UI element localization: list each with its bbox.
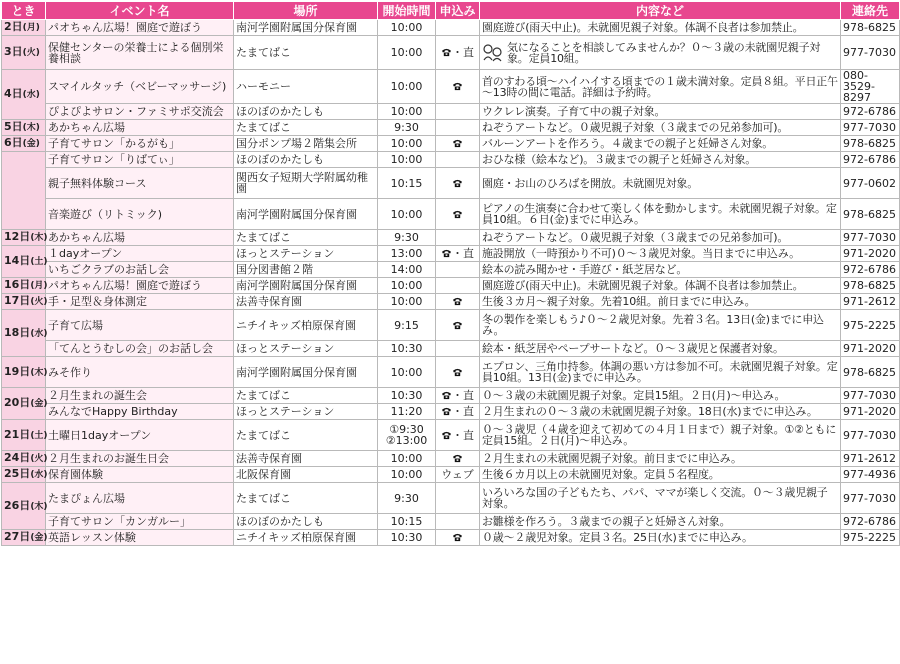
col-header-place: 場所	[234, 2, 378, 20]
phone-icon	[452, 533, 463, 542]
event-detail	[480, 451, 841, 467]
apply-method	[436, 357, 480, 388]
table-row	[2, 152, 900, 168]
contact-phone: 977-7030	[841, 36, 900, 70]
contact-phone: 977-7030	[841, 230, 900, 246]
event-detail	[480, 168, 841, 199]
event-name: 保健センターの栄養士による個別栄養相談	[46, 36, 234, 70]
date-cell	[2, 310, 46, 357]
detail-text: 絵本の読み聞かせ・手遊び・紙芝居など。	[482, 263, 688, 276]
event-schedule-table	[1, 1, 900, 546]
event-name: 「てんとうむしの会」のお話し会	[46, 341, 234, 357]
event-place: ほのぼのかたしも	[234, 514, 378, 530]
event-name: パオちゃん広場！園庭で遊ぼう	[46, 278, 234, 294]
apply-method	[436, 230, 480, 246]
contact-phone: 977-4936	[841, 467, 900, 483]
apply-method	[436, 120, 480, 136]
event-place: たまてばこ	[234, 388, 378, 404]
detail-text: ピアノの生演奏に合わせて楽しく体を動かします。未就園児親子対象。定員10組。６日(金)までに申込み。	[482, 202, 837, 226]
contact-phone: 971-2020	[841, 341, 900, 357]
table-row	[2, 294, 900, 310]
date-cell	[2, 230, 46, 246]
event-time: 11:20	[378, 404, 436, 420]
table-row	[2, 70, 900, 104]
contact-phone: 975-2225	[841, 310, 900, 341]
table-row	[2, 20, 900, 36]
phone-icon	[452, 321, 463, 330]
table-row	[2, 388, 900, 404]
event-time: 13:00	[378, 246, 436, 262]
contact-phone: 978-6825	[841, 136, 900, 152]
date-cell	[2, 294, 46, 310]
detail-text: ウクレレ演奏。子育て中の親子対象。	[482, 105, 666, 118]
phone-icon	[452, 297, 463, 306]
date-day: 16日	[4, 278, 31, 291]
event-time: 10:00	[378, 199, 436, 230]
detail-text: ０～３歳の未就園児親子対象。定員15組。２日(月)～申込み。	[482, 389, 786, 402]
apply-label: ・直	[452, 247, 474, 260]
date-day: 27日	[4, 530, 31, 543]
table-row	[2, 514, 900, 530]
date-weekday: (土)	[30, 430, 48, 441]
event-time: 10:00	[378, 294, 436, 310]
detail-text: ０歳～２歳児対象。定員３名。25日(水)までに申込み。	[482, 531, 753, 544]
contact-phone: 972-6786	[841, 514, 900, 530]
phone-icon	[441, 431, 452, 440]
date-day: 12日	[4, 230, 31, 243]
date-cell	[2, 530, 46, 546]
col-header-contact: 連絡先	[841, 2, 900, 20]
event-detail	[480, 404, 841, 420]
table-row	[2, 451, 900, 467]
event-name: みんなでHappy Birthday	[46, 404, 234, 420]
apply-method	[436, 514, 480, 530]
date-cell	[2, 120, 46, 136]
date-cell	[2, 278, 46, 294]
table-row	[2, 483, 900, 514]
date-day: 4日	[4, 87, 23, 100]
contact-phone: 978-6825	[841, 20, 900, 36]
event-detail	[480, 246, 841, 262]
event-detail	[480, 357, 841, 388]
contact-phone: 971-2612	[841, 294, 900, 310]
date-day: 24日	[4, 451, 31, 464]
event-name: 子育てサロン「かるがも」	[46, 136, 234, 152]
detail-text: おひな様（絵本など)。３歳までの親子と妊婦さん対象。	[482, 153, 757, 166]
apply-method	[436, 388, 480, 404]
contact-phone: 971-2020	[841, 246, 900, 262]
phone-icon	[441, 391, 452, 400]
contact-phone: 972-6786	[841, 104, 900, 120]
event-place: たまてばこ	[234, 120, 378, 136]
event-time: 10:30	[378, 341, 436, 357]
col-header-event: イベント名	[46, 2, 234, 20]
event-detail	[480, 278, 841, 294]
event-detail	[480, 104, 841, 120]
table-row	[2, 120, 900, 136]
event-place: たまてばこ	[234, 483, 378, 514]
col-header-apply: 申込み	[436, 2, 480, 20]
table-row	[2, 36, 900, 70]
date-weekday: (金)	[22, 139, 40, 149]
apply-label: ・直	[452, 405, 474, 418]
event-place: ほっとステーション	[234, 404, 378, 420]
contact-phone: 978-6825	[841, 278, 900, 294]
event-time: 10:30	[378, 530, 436, 546]
detail-text: ２月生まれの０～３歳の未就園児親子対象。18日(水)までに申込み。	[482, 405, 818, 418]
apply-label: ・直	[452, 46, 474, 59]
event-place: 法善寺保育園	[234, 451, 378, 467]
apply-method	[436, 467, 480, 483]
contact-phone: 977-7030	[841, 420, 900, 451]
apply-method	[436, 262, 480, 278]
apply-method	[436, 451, 480, 467]
apply-label: ウェブ	[441, 468, 474, 481]
date-weekday: (月)	[30, 281, 48, 291]
apply-method	[436, 20, 480, 36]
event-name: 手・足型＆身体測定	[46, 294, 234, 310]
date-cell	[2, 451, 46, 467]
date-day: 14日	[4, 254, 31, 267]
event-place: 法善寺保育園	[234, 294, 378, 310]
apply-method	[436, 104, 480, 120]
date-cell	[2, 36, 46, 70]
event-time: ①9:30 ②13:00	[378, 420, 436, 451]
consultation-illustration-icon	[482, 42, 504, 62]
event-time: 9:30	[378, 483, 436, 514]
event-name: 子育てサロン「カンガルー」	[46, 514, 234, 530]
event-name: 親子無料体験コース	[46, 168, 234, 199]
table-row	[2, 341, 900, 357]
phone-icon	[452, 368, 463, 377]
event-time: 10:00	[378, 70, 436, 104]
date-cell	[2, 152, 46, 230]
apply-method	[436, 136, 480, 152]
event-detail	[480, 20, 841, 36]
detail-text: ねぞうアートなど。０歳児親子対象（３歳までの兄弟参加可)。	[482, 121, 789, 134]
col-header-detail: 内容など	[480, 2, 841, 20]
table-row	[2, 530, 900, 546]
phone-icon	[452, 210, 463, 219]
table-row	[2, 246, 900, 262]
detail-text: ０～３歳児（４歳を迎えて初めての４月１日まで）親子対象。①②ともに定員15組。２日(月)～申込み。	[482, 423, 837, 447]
date-weekday: (火)	[30, 454, 48, 464]
table-row	[2, 230, 900, 246]
date-weekday: (水)	[30, 470, 48, 480]
event-detail	[480, 262, 841, 278]
event-place: 国分図書館２階	[234, 262, 378, 278]
event-time: 9:30	[378, 230, 436, 246]
event-detail	[480, 152, 841, 168]
event-place: ほっとステーション	[234, 341, 378, 357]
event-name: あかちゃん広場	[46, 120, 234, 136]
phone-icon	[441, 48, 452, 57]
table-row	[2, 404, 900, 420]
event-place: たまてばこ	[234, 420, 378, 451]
date-cell	[2, 70, 46, 120]
detail-text: バルーンアートを作ろう。４歳までの親子と妊婦さん対象。	[482, 137, 774, 150]
event-detail	[480, 483, 841, 514]
event-place: たまてばこ	[234, 230, 378, 246]
event-detail	[480, 120, 841, 136]
date-weekday: (金)	[30, 533, 48, 543]
apply-method	[436, 404, 480, 420]
event-time: 9:15	[378, 310, 436, 341]
event-name: ぴよぴよサロン・ファミサポ交流会	[46, 104, 234, 120]
event-name: 保育園体験	[46, 467, 234, 483]
event-place: 南河学園附属国分保育園	[234, 199, 378, 230]
date-weekday: (火)	[30, 297, 48, 307]
date-day: 20日	[4, 396, 31, 409]
date-day: 2日	[4, 20, 23, 33]
phone-icon	[441, 407, 452, 416]
detail-text: 生後６カ月以上の未就園児対象。定員５名程度。	[482, 468, 720, 481]
date-cell	[2, 483, 46, 530]
event-place: 南河学園附属国分保育園	[234, 20, 378, 36]
contact-phone: 977-7030	[841, 483, 900, 514]
event-place: 北阪保育園	[234, 467, 378, 483]
date-weekday: (金)	[30, 399, 48, 409]
event-place: ほっとステーション	[234, 246, 378, 262]
date-day: 6日	[4, 136, 23, 149]
phone-icon	[452, 139, 463, 148]
event-place: ほのぼのかたしも	[234, 152, 378, 168]
event-time: 10:15	[378, 514, 436, 530]
contact-phone: 972-6786	[841, 152, 900, 168]
event-place: 関西女子短期大学附属幼稚園	[234, 168, 378, 199]
event-name: たまぴょん広場	[46, 483, 234, 514]
event-place: 南河学園附属国分保育園	[234, 357, 378, 388]
detail-text: 施設開放（一時預かり不可)０～３歳児対象。当日までに申込み。	[482, 247, 800, 260]
detail-text: 気になることを相談してみませんか？０～３歳の未就園児親子対象。定員10組。	[507, 40, 821, 65]
detail-text: 園庭・お山のひろばを開放。未就園児対象。	[482, 176, 698, 190]
event-time: 10:00	[378, 467, 436, 483]
event-detail	[480, 294, 841, 310]
apply-label: ・直	[452, 428, 474, 442]
apply-method	[436, 483, 480, 514]
event-detail	[480, 136, 841, 152]
event-name: ２月生まれのお誕生日会	[46, 451, 234, 467]
contact-phone: 977-7030	[841, 388, 900, 404]
detail-text: いろいろな国の子どもたち、パパ、ママが楽しく交流。０～３歳児親子対象。	[482, 486, 828, 510]
event-name: 子育て広場	[46, 310, 234, 341]
date-weekday: (木)	[30, 233, 48, 243]
date-cell	[2, 136, 46, 152]
event-time: 9:30	[378, 120, 436, 136]
detail-text: 首のすわる頃～ハイハイする頃までの１歳未満対象。定員８組。平日正午～13時の間に電話。詳細は予約時。	[482, 74, 838, 99]
contact-phone: 977-7030	[841, 120, 900, 136]
event-name: パオちゃん広場！園庭で遊ぼう	[46, 20, 234, 36]
event-place: ニチイキッズ柏原保育園	[234, 310, 378, 341]
contact-phone: 971-2612	[841, 451, 900, 467]
detail-text: 絵本・紙芝居やペープサートなど。０～３歳児と保護者対象。	[482, 342, 784, 355]
table-row	[2, 420, 900, 451]
apply-method	[436, 341, 480, 357]
event-time: 10:00	[378, 104, 436, 120]
date-weekday: (月)	[22, 23, 40, 33]
event-name: いちごクラブのお話し会	[46, 262, 234, 278]
event-name: 子育てサロン「りばてぃ」	[46, 152, 234, 168]
event-detail	[480, 420, 841, 451]
event-detail	[480, 388, 841, 404]
detail-text: 園庭遊び(雨天中止)。未就園児親子対象。体調不良者は参加禁止。	[482, 21, 804, 34]
event-time: 10:00	[378, 20, 436, 36]
event-detail	[480, 514, 841, 530]
contact-phone: 975-2225	[841, 530, 900, 546]
date-cell	[2, 20, 46, 36]
event-detail	[480, 36, 841, 70]
date-day: 26日	[4, 498, 31, 512]
phone-icon	[452, 179, 463, 188]
event-detail	[480, 199, 841, 230]
date-cell	[2, 246, 46, 278]
event-time: 10:15	[378, 168, 436, 199]
event-name: ２月生まれの誕生会	[46, 388, 234, 404]
detail-text: ねぞうアートなど。０歳児親子対象（３歳までの兄弟参加可)。	[482, 231, 789, 244]
date-weekday: (水)	[22, 90, 40, 100]
date-cell	[2, 420, 46, 451]
event-detail	[480, 310, 841, 341]
event-name: あかちゃん広場	[46, 230, 234, 246]
event-name: 英語レッスン体験	[46, 530, 234, 546]
date-day: 5日	[4, 120, 23, 133]
event-name: スマイルタッチ（ベビーマッサージ)	[46, 70, 234, 104]
table-row	[2, 467, 900, 483]
detail-text: お雛様を作ろう。３歳までの親子と妊婦さん対象。	[482, 515, 731, 528]
date-cell	[2, 388, 46, 420]
apply-method	[436, 420, 480, 451]
table-row	[2, 310, 900, 341]
date-day: 3日	[4, 45, 23, 58]
event-detail	[480, 341, 841, 357]
apply-method	[436, 70, 480, 104]
event-time: 10:00	[378, 152, 436, 168]
event-time: 10:00	[378, 136, 436, 152]
event-detail	[480, 230, 841, 246]
event-name: １dayオープン	[46, 246, 234, 262]
date-day: 18日	[4, 325, 31, 339]
contact-phone: 977-0602	[841, 168, 900, 199]
event-place: ニチイキッズ柏原保育園	[234, 530, 378, 546]
apply-method	[436, 278, 480, 294]
event-time: 10:00	[378, 357, 436, 388]
date-cell	[2, 467, 46, 483]
contact-phone: 971-2020	[841, 404, 900, 420]
event-name: 音楽遊び（リトミック)	[46, 199, 234, 230]
date-weekday: (水)	[30, 328, 48, 339]
event-place: 国分ポンプ場２階集会所	[234, 136, 378, 152]
apply-label: ・直	[452, 389, 474, 402]
table-row	[2, 357, 900, 388]
phone-icon	[452, 454, 463, 463]
date-weekday: (土)	[30, 257, 48, 267]
col-header-date: とき	[2, 2, 46, 20]
date-day: 21日	[4, 427, 31, 441]
contact-phone: 978-6825	[841, 357, 900, 388]
table-row	[2, 199, 900, 230]
contact-phone: 080-3529-8297	[841, 70, 900, 104]
apply-method	[436, 36, 480, 70]
apply-method	[436, 310, 480, 341]
event-place: 南河学園附属国分保育園	[234, 278, 378, 294]
event-time: 14:00	[378, 262, 436, 278]
date-day: 17日	[4, 294, 31, 307]
event-detail	[480, 467, 841, 483]
apply-method	[436, 530, 480, 546]
apply-method	[436, 199, 480, 230]
phone-icon	[452, 82, 463, 91]
detail-text: エプロン、三角巾持参。体調の悪い方は参加不可。未就園児親子対象。定員10組。13日(金)までに申込み。	[482, 360, 838, 384]
date-weekday: (木)	[30, 367, 48, 378]
detail-text: 園庭遊び(雨天中止)。未就園児親子対象。体調不良者は参加禁止。	[482, 279, 804, 292]
contact-phone: 972-6786	[841, 262, 900, 278]
event-time: 10:00	[378, 278, 436, 294]
table-row	[2, 278, 900, 294]
event-name: 土曜日1dayオープン	[46, 420, 234, 451]
event-time: 10:00	[378, 36, 436, 70]
event-place: たまてばこ	[234, 36, 378, 70]
event-place: ほのぼのかたしも	[234, 104, 378, 120]
header-row	[2, 2, 900, 20]
event-detail	[480, 70, 841, 104]
date-cell	[2, 357, 46, 388]
apply-method	[436, 246, 480, 262]
apply-method	[436, 294, 480, 310]
table-row	[2, 262, 900, 278]
date-weekday: (火)	[22, 48, 40, 58]
event-name: みそ作り	[46, 357, 234, 388]
apply-method	[436, 168, 480, 199]
event-time: 10:00	[378, 451, 436, 467]
table-row	[2, 104, 900, 120]
detail-text: 生後３カ月～親子対象。先着10組。前日までに申込み。	[482, 295, 756, 308]
col-header-time: 開始時間	[378, 2, 436, 20]
contact-phone: 978-6825	[841, 199, 900, 230]
detail-text: 冬の製作を楽しもう♪０～２歳児対象。先着３名。13日(金)までに申込み。	[482, 313, 824, 337]
detail-text: ２月生まれの未就園児親子対象。前日までに申込み。	[482, 452, 742, 465]
event-place: ハーモニー	[234, 70, 378, 104]
phone-icon	[441, 249, 452, 258]
event-time: 10:30	[378, 388, 436, 404]
date-day: 19日	[4, 364, 31, 378]
table-row	[2, 136, 900, 152]
date-day: 25日	[4, 467, 31, 480]
apply-method	[436, 152, 480, 168]
event-detail	[480, 530, 841, 546]
date-weekday: (木)	[22, 123, 40, 133]
table-row	[2, 168, 900, 199]
date-weekday: (木)	[30, 501, 48, 512]
